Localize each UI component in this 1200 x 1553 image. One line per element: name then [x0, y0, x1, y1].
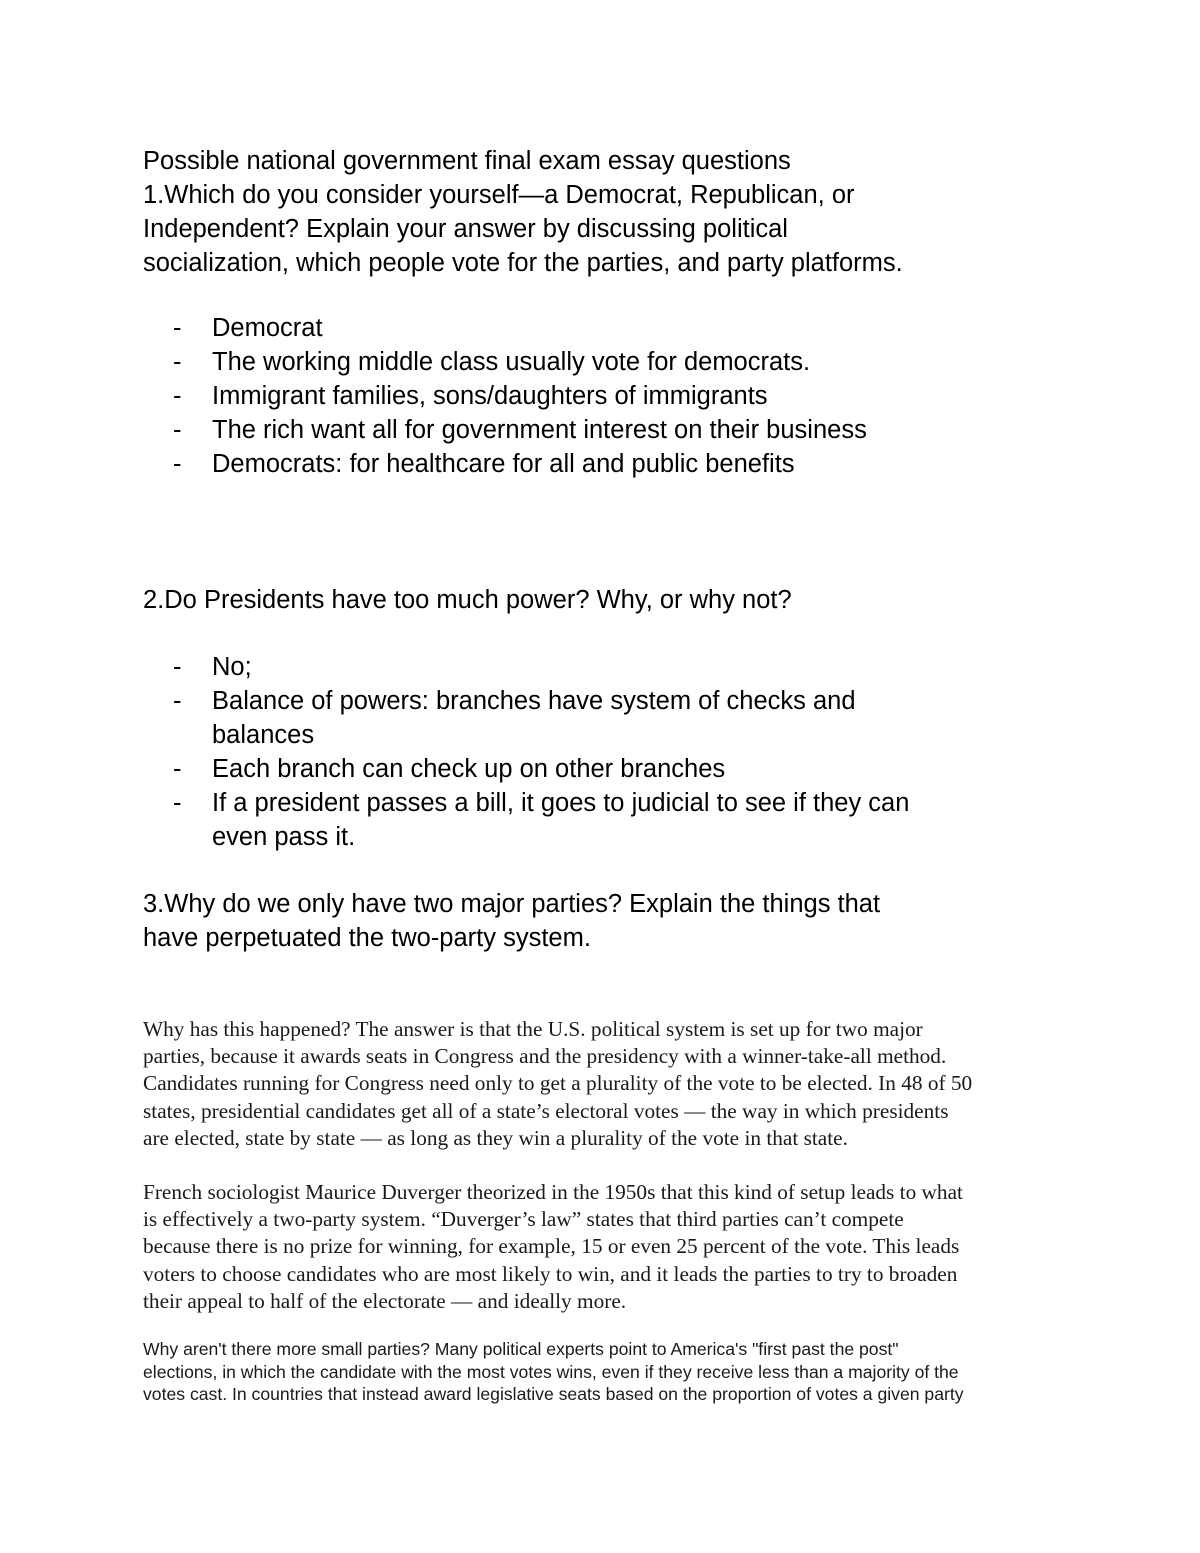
question-2-block [143, 583, 1073, 617]
list-item [143, 379, 1073, 413]
answer-paragraph-2 [143, 1179, 1073, 1315]
paragraph-line: French sociologist Maurice Duverger theorized in the 1950s that this kind of setup leads to what [143, 1180, 963, 1204]
paragraph-line: Why aren't there more small parties? Many political experts point to America's "first past the post" [143, 1339, 899, 1359]
dash-bullet: - [173, 789, 182, 817]
question-2-answers [143, 650, 1073, 854]
paragraph-line: Why has this happened? The answer is that the U.S. political system is set up for two major [143, 1017, 923, 1041]
question-3-line-1: 3.Why do we only have two major parties? Explain the things that [143, 890, 881, 918]
dash-bullet: - [173, 416, 182, 444]
answer-text: No; [212, 653, 252, 681]
list-item [143, 447, 1073, 481]
dash-bullet: - [173, 755, 182, 783]
question-2-text: 2.Do Presidents have too much power? Why, or why not? [143, 586, 792, 614]
list-item [143, 311, 1073, 345]
dash-bullet: - [173, 348, 182, 376]
paragraph-line: elections, in which the candidate with the most votes wins, even if they receive less than a majority of the [143, 1361, 959, 1382]
paragraph-line: Candidates running for Congress need only to get a plurality of the vote to be elected. In 48 of 50 [143, 1071, 973, 1096]
list-item [143, 345, 1073, 379]
answer-text: Immigrant families, sons/daughters of immigrants [212, 382, 768, 410]
list-item [143, 786, 1073, 854]
question-3-block [143, 887, 1073, 955]
list-item [143, 684, 1073, 752]
paragraph-line: their appeal to half of the electorate — and ideally more. [143, 1288, 627, 1313]
answer-text: Democrats: for healthcare for all and public benefits [212, 450, 795, 478]
answer-paragraph-3 [143, 1338, 1073, 1406]
paragraph-line: because there is no prize for winning, for example, 15 or even 25 percent of the vote. This leads [143, 1234, 960, 1259]
answer-text: The rich want all for government interest on their business [212, 416, 867, 444]
dash-bullet: - [173, 382, 182, 410]
answer-text: If a president passes a bill, it goes to judicial to see if they can [212, 789, 910, 817]
dash-bullet: - [173, 314, 182, 342]
question-3-line-2: have perpetuated the two-party system. [143, 924, 591, 952]
question-1-answers [143, 311, 1073, 481]
question-1-line-2: Independent? Explain your answer by discussing political [143, 215, 788, 243]
paragraph-line: are elected, state by state — as long as they win a plurality of the vote in that state. [143, 1125, 848, 1150]
paragraph-line: states, presidential candidates get all of a state’s electoral votes — the way in which presidents [143, 1098, 949, 1123]
paragraph-line: voters to choose candidates who are most likely to win, and it leads the parties to try to broaden [143, 1261, 958, 1286]
question-1-line-1: 1.Which do you consider yourself—a Democrat, Republican, or [143, 181, 855, 209]
paragraph-line: votes cast. In countries that instead award legislative seats based on the proportion of votes a given party [143, 1384, 964, 1404]
dash-bullet: - [173, 653, 182, 681]
list-item [143, 413, 1073, 447]
document-title: Possible national government final exam essay questions [143, 147, 791, 175]
answer-text: Democrat [212, 314, 323, 342]
dash-bullet: - [173, 687, 182, 715]
answer-text: Balance of powers: branches have system of checks and [212, 687, 856, 715]
answer-text: The working middle class usually vote for democrats. [212, 348, 811, 376]
list-item [143, 650, 1073, 684]
question-1-line-3: socialization, which people vote for the parties, and party platforms. [143, 249, 903, 277]
dash-bullet: - [173, 450, 182, 478]
paragraph-line: is effectively a two-party system. “Duverger’s law” states that third parties can’t compete [143, 1207, 904, 1232]
answer-paragraph-1 [143, 1016, 1073, 1152]
list-item [143, 752, 1073, 786]
answer-text-continued: balances [212, 721, 315, 749]
question-1-block [143, 144, 1073, 280]
answer-text: Each branch can check up on other branches [212, 755, 726, 783]
paragraph-line: parties, because it awards seats in Congress and the presidency with a winner-take-all method. [143, 1044, 947, 1069]
answer-text-continued: even pass it. [212, 823, 356, 851]
